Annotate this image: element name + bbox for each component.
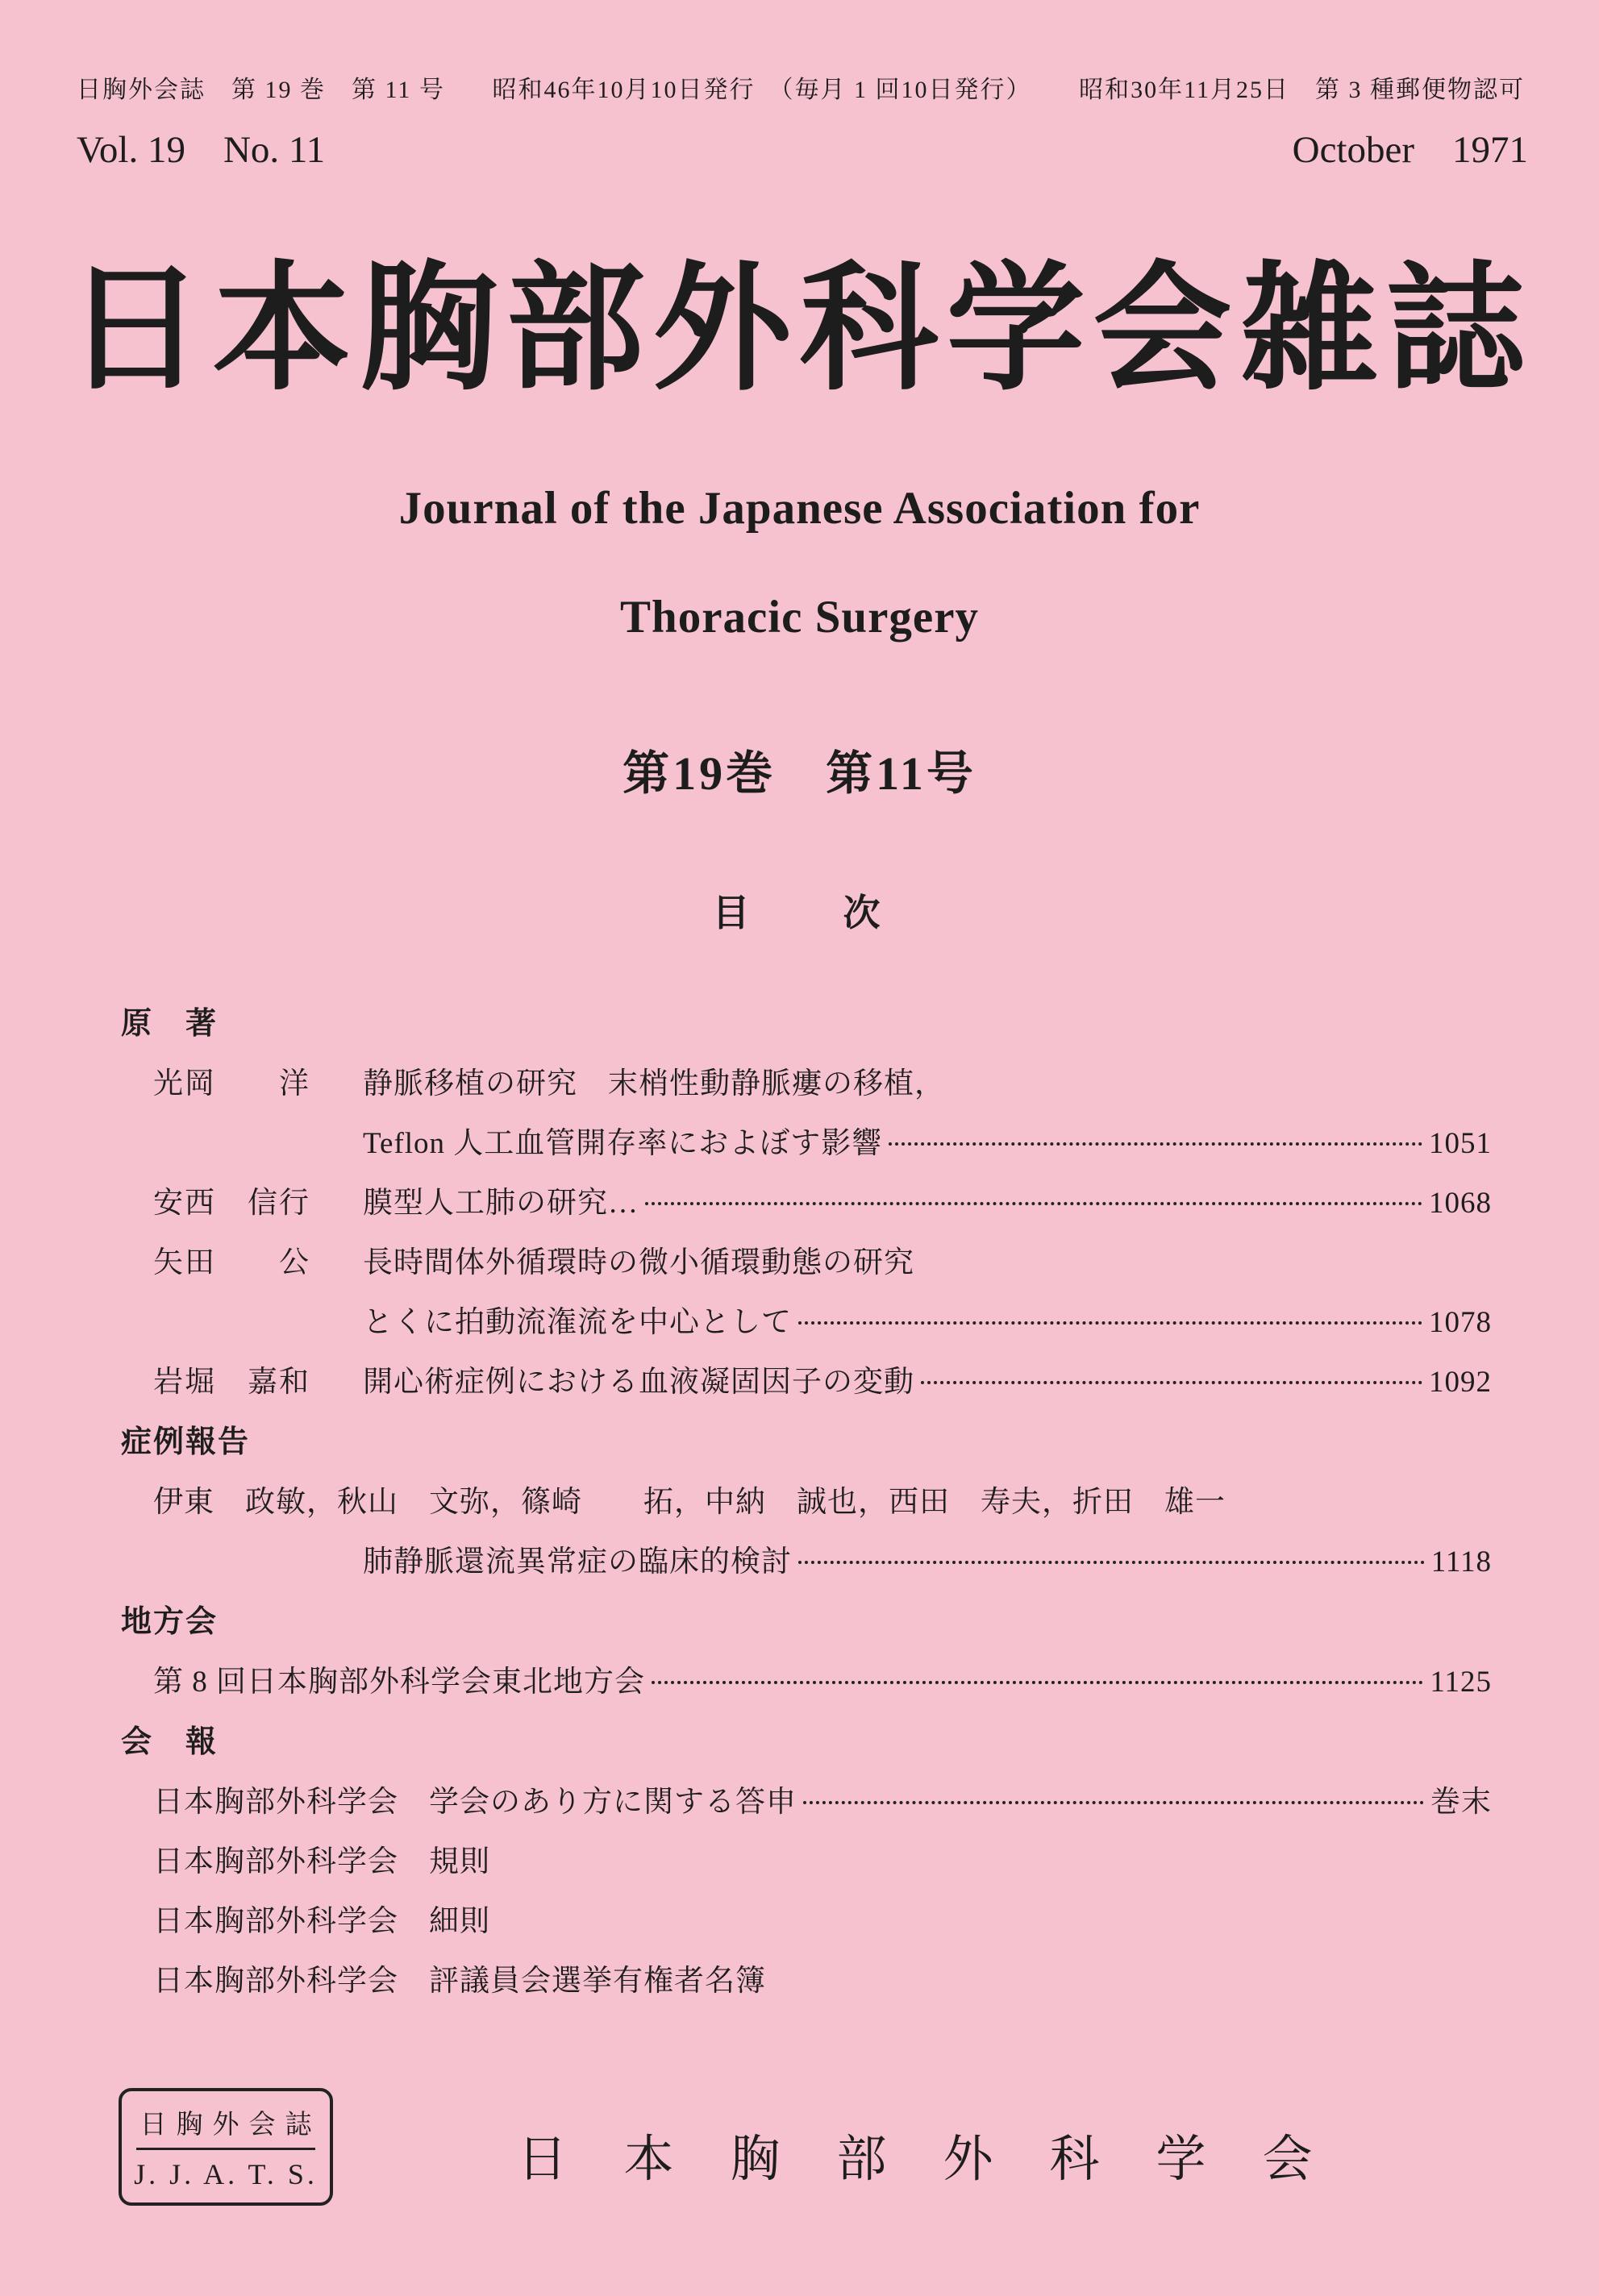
toc-dot-leader: [803, 1801, 1424, 1804]
toc-dot-leader: [798, 1561, 1425, 1564]
toc-entry-title: 日本胸部外科学会 評議員会選挙有権者名簿: [153, 1965, 766, 1998]
toc-section-heading: 会 報: [121, 1725, 219, 1759]
toc-page-number: 1068: [1429, 1187, 1492, 1220]
toc-dot-leader: [921, 1381, 1422, 1384]
toc-row: [121, 1118, 1492, 1162]
toc-page-number: 1078: [1429, 1306, 1492, 1339]
toc-entry-title: 開心術症例における血液凝固因子の変動: [363, 1366, 914, 1399]
toc-entry-title: 日本胸部外科学会 規則: [153, 1845, 490, 1878]
toc-entry-title: 日本胸部外科学会 学会のあり方に関する答申: [153, 1786, 797, 1819]
publication-info-row: [77, 69, 1525, 105]
toc-entry-title: 伊東 政敏，秋山 文弥，篠崎 拓，中納 誠也，西田 寿夫，折田 雄一: [153, 1486, 1226, 1519]
toc-row: [121, 1896, 1492, 1940]
postal-approval-info: 昭和30年11月25日 第 3 種郵便物認可: [1079, 77, 1525, 103]
journal-abbrev-english: J. J. A. T. S.: [134, 2157, 318, 2190]
volume-issue-row: [77, 119, 1528, 173]
toc-row: [121, 1657, 1492, 1700]
toc-entry-title: 第 8 回日本胸部外科学会東北地方会: [153, 1666, 645, 1699]
toc-row: [121, 1178, 1492, 1221]
toc-row: [121, 1297, 1492, 1341]
toc-row: [121, 1836, 1492, 1880]
toc-section-heading: 原 著: [121, 1007, 219, 1041]
toc-entry-title: Teflon 人工血管開存率におよぼす影響: [363, 1127, 883, 1160]
toc-row: [121, 1237, 1492, 1281]
toc-entry-title: 肺静脈還流異常症の臨床的検討: [363, 1545, 792, 1578]
table-of-contents: [121, 985, 1492, 2015]
toc-dot-leader: [652, 1681, 1423, 1684]
journal-abbreviation-box: [119, 2088, 333, 2206]
volume-number-en: Vol. 19 No. 11: [77, 129, 326, 171]
toc-page-number: 巻末: [1430, 1786, 1492, 1819]
toc-row: [121, 1777, 1492, 1820]
toc-entry-title: 静脈移植の研究 末梢性動静脈瘻の移植，: [363, 1067, 945, 1100]
toc-author: 安西 信行: [153, 1187, 310, 1220]
toc-row: [121, 1059, 1492, 1102]
volume-issue-japanese: 第19巻 第11号: [623, 747, 976, 800]
toc-dot-leader: [889, 1142, 1422, 1146]
toc-section-heading: 症例報告: [121, 1425, 251, 1459]
table-of-contents-heading: 目 次: [712, 892, 887, 934]
toc-row: [121, 1477, 1492, 1520]
toc-page-number: 1092: [1429, 1366, 1492, 1399]
toc-page-number: 1118: [1430, 1545, 1492, 1578]
toc-author: 矢田 公: [153, 1246, 310, 1279]
journal-abbrev-japanese: 日胸外会誌: [139, 2110, 322, 2140]
journal-title-english-line2: Thoracic Surgery: [619, 592, 979, 643]
toc-entry-title: 膜型人工肺の研究…: [363, 1187, 639, 1220]
toc-entry-title: 長時間体外循環時の微小循環動態の研究: [363, 1246, 914, 1279]
toc-entry-title: とくに拍動流潅流を中心として: [363, 1306, 792, 1339]
society-name: 日 本 胸 部 外 科 学 会: [517, 2132, 1316, 2187]
publication-date-info: 昭和46年10月10日発行 （毎月 1 回10日発行）: [492, 77, 1032, 103]
journal-title-japanese: 日本胸部外科学会雑誌: [65, 254, 1534, 407]
toc-dot-leader: [798, 1321, 1422, 1325]
journal-abbrev-volume: 日胸外会誌 第 19 巻 第 11 号: [77, 77, 445, 103]
toc-page-number: 1051: [1429, 1127, 1492, 1160]
issue-date-en: October 1971: [1292, 129, 1528, 171]
toc-author: 岩堀 嘉和: [153, 1366, 310, 1399]
toc-page-number: 1125: [1430, 1666, 1492, 1699]
toc-section-heading: 地方会: [121, 1605, 219, 1639]
journal-title-english-line1: Journal of the Japanese Association for: [398, 483, 1201, 534]
toc-dot-leader: [645, 1202, 1422, 1205]
box-divider-line: [136, 2148, 315, 2150]
toc-entry-title: 日本胸部外科学会 細則: [153, 1905, 490, 1938]
toc-row: [121, 1357, 1492, 1400]
toc-row: [121, 1956, 1492, 1999]
toc-author: 光岡 洋: [153, 1067, 310, 1100]
toc-row: [121, 1537, 1492, 1580]
